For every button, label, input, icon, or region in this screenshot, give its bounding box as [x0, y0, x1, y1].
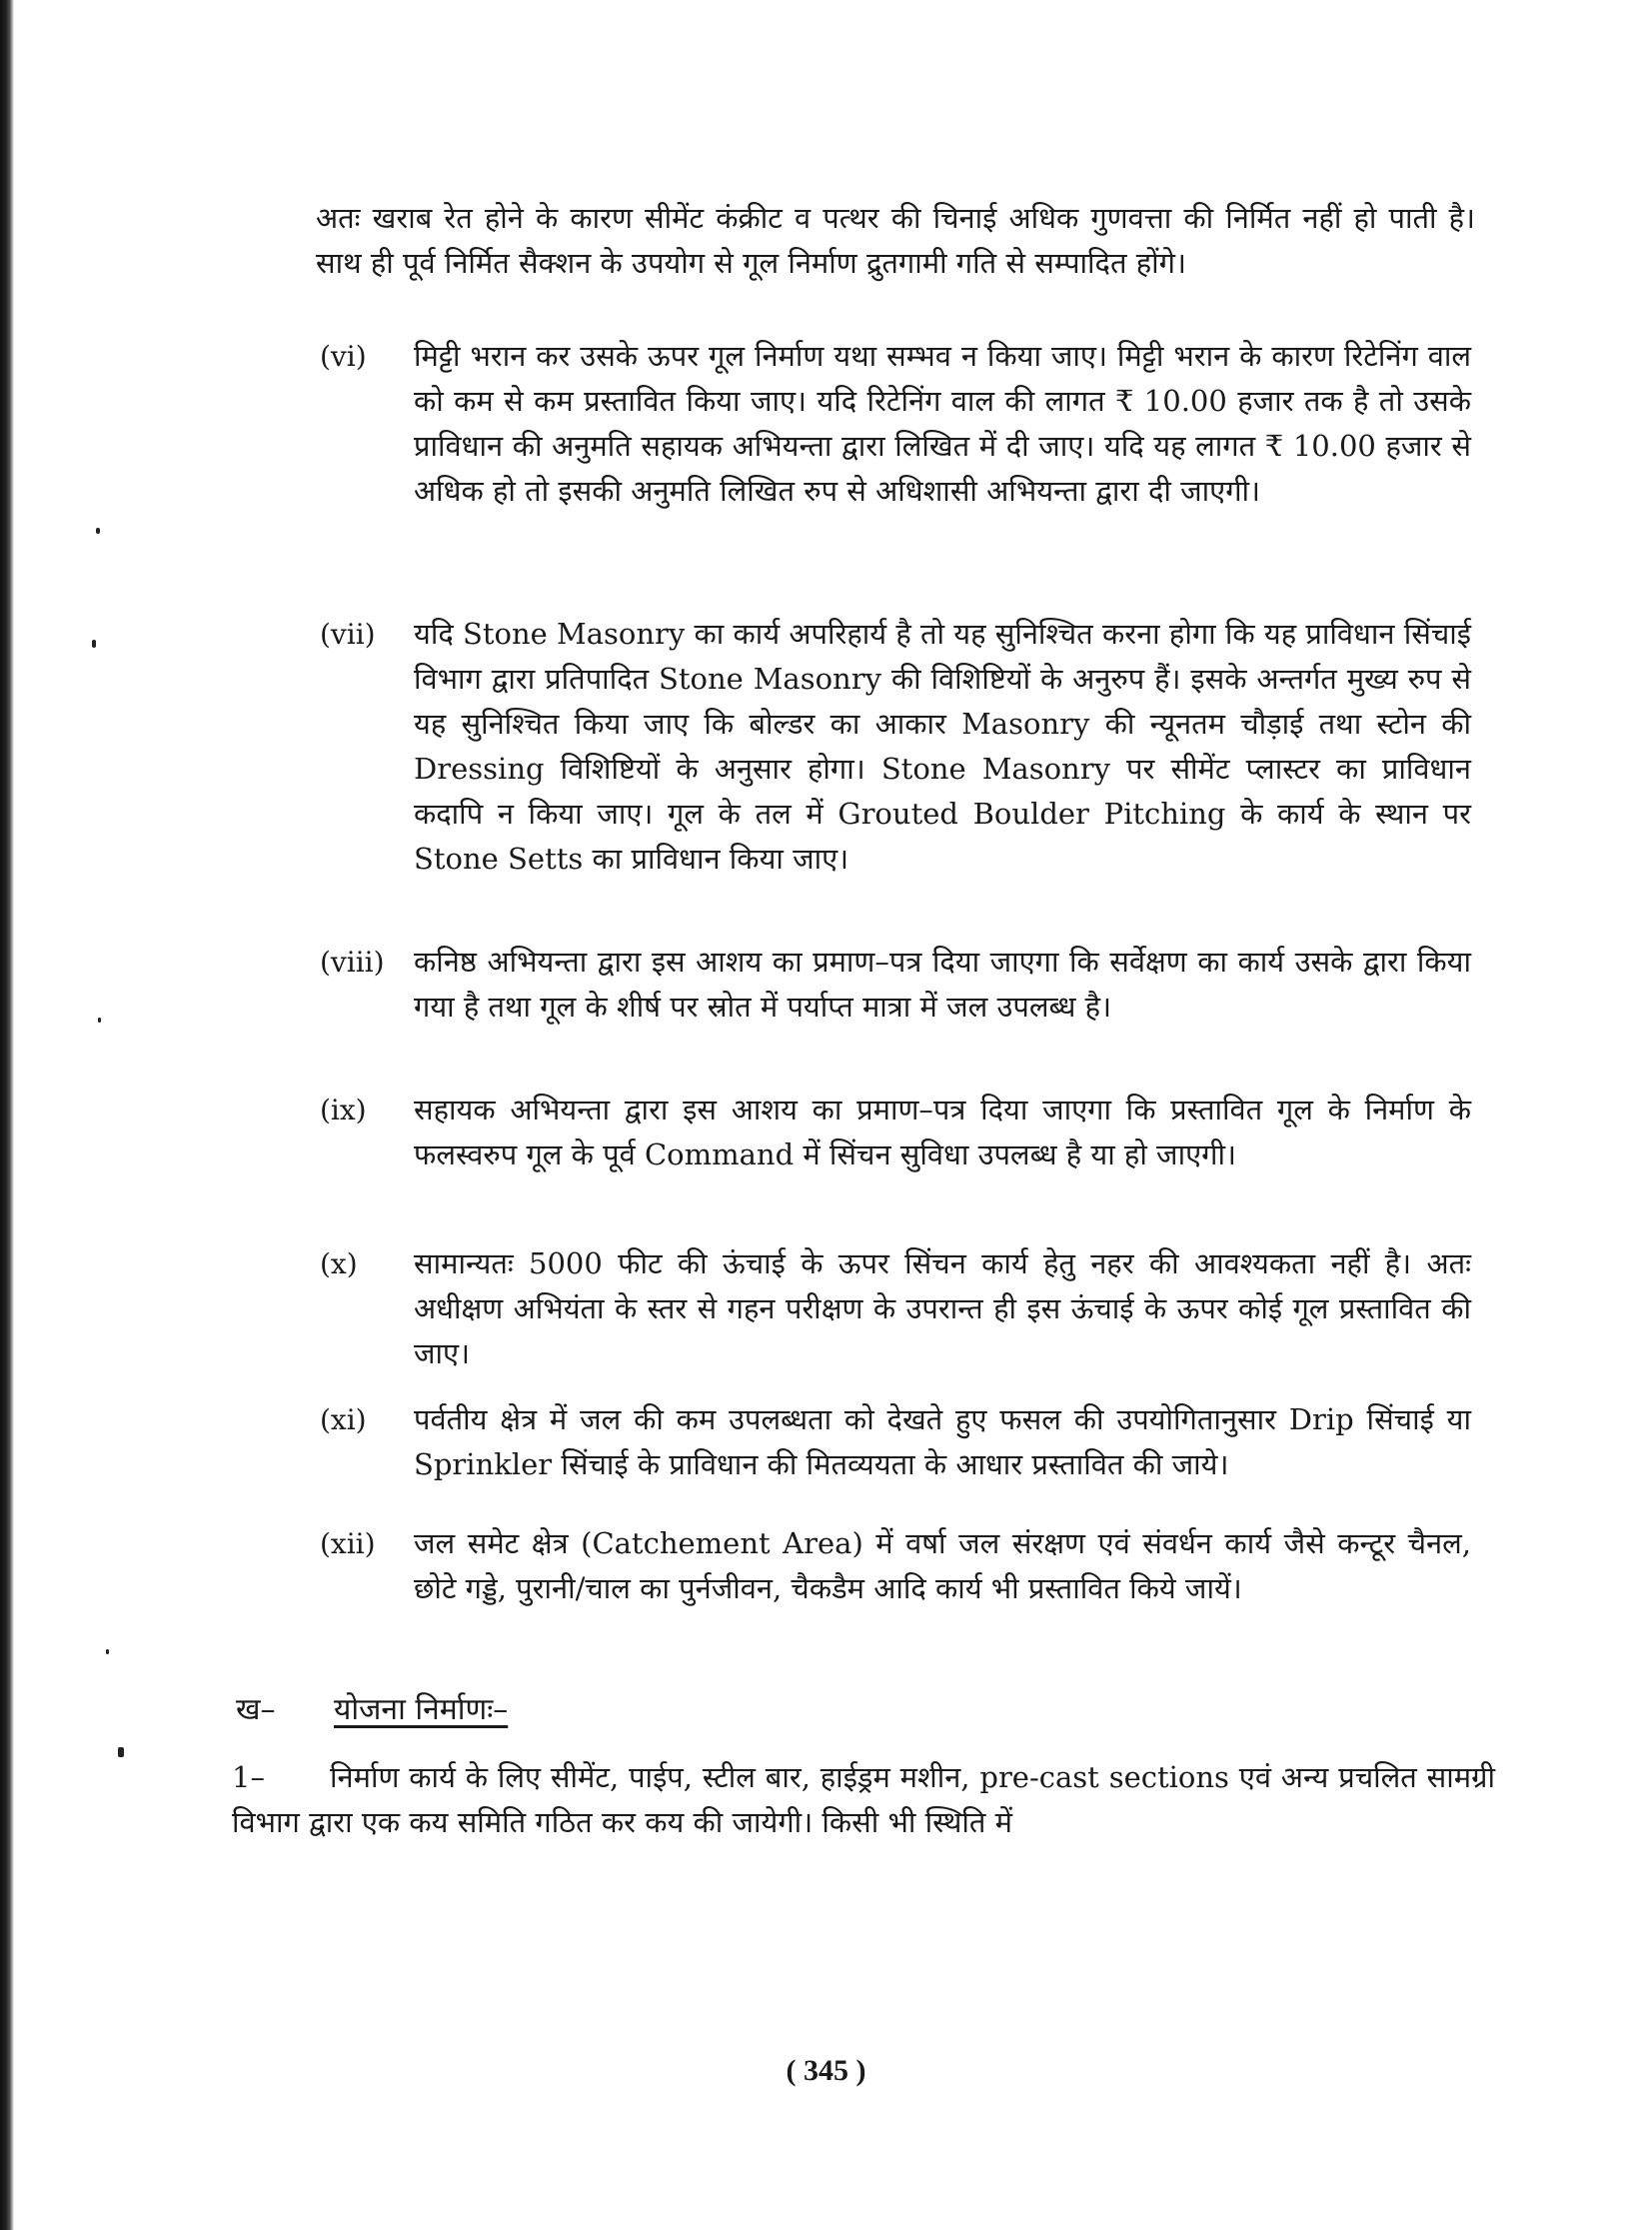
scan-speck [96, 528, 100, 534]
item-text: सहायक अभियन्ता द्वारा इस आशय का प्रमाण–पत्र दिया जाएगा कि प्रस्तावित गूल के निर्माण के फलस्वरुप गूल के पूर्व Command में सिंचन सुविधा उपलब्ध है या हो जाएगी। [414, 1093, 1471, 1171]
item-text: जल समेट क्षेत्र (Catchement Area) में वर्षा जल संरक्षण एवं संवर्धन कार्य जैसे कन्टूर चैनल, छोटे गड्डे, पुरानी/चाल का पुर्नजीवन, चैकडैम आदि कार्य भी प्रस्तावित किये जायें। [414, 1526, 1471, 1605]
item-number: (xii) [320, 1527, 376, 1560]
item-text: यदि Stone Masonry का कार्य अपरिहार्य है तो यह सुनिश्चित करना होगा कि यह प्राविधान सिंचाई विभाग द्वारा प्रतिपादित Stone Masonry की विशिष्टियों के अनुरुप हैं। इसके अन्तर्गत मुख्य रुप से यह सुनिश्चित किया जाए कि बोल्डर का आकार Masonry की न्यूनतम चौड़ाई तथा स्टोन की Dressing विशिष्टियों के अनुसार होगा। Stone Masonry पर सीमेंट प्लास्टर का प्राविधान कदापि न किया जाए। गूल के तल में Grouted Boulder Pitching के कार्य के स्थान पर Stone Setts का प्राविधान किया जाए। [414, 617, 1471, 876]
section-title: योजना निर्माणः– [334, 1692, 509, 1727]
scan-speck [118, 1747, 124, 1757]
item-number: (ix) [320, 1094, 367, 1126]
item-number: (viii) [320, 946, 385, 979]
section-marker: ख– [236, 1692, 276, 1727]
item-text: पर्वतीय क्षेत्र में जल की कम उपलब्धता को देखते हुए फसल की उपयोगितानुसार Drip सिंचाई या Sprinkler सिंचाई के प्राविधान की मितव्ययता के आधार प्रस्तावित की जाये। [414, 1402, 1471, 1481]
item-number: (vii) [320, 618, 376, 651]
scan-speck [106, 1649, 109, 1654]
item-number: (x) [320, 1247, 358, 1280]
section-paragraph [232, 1755, 1495, 1845]
item-number: (xi) [320, 1403, 367, 1436]
scan-speck [98, 1018, 101, 1023]
item-text: मिट्टी भरान कर उसके ऊपर गूल निर्माण यथा सम्भव न किया जाए। मिट्टी भरान के कारण रिटेनिंग वाल को कम से कम प्रस्तावित किया जाए। यदि रिटेनिंग वाल की लागत ₹ 10.00 हजार तक है तो उसके प्राविधान की अनुमति सहायक अभियन्ता द्वारा लिखित में दी जाए। यदि यह लागत ₹ 10.00 हजार से अधिक हो तो इसकी अनुमति लिखित रुप से अधिशासी अभियन्ता द्वारा दी जाएगी। [414, 339, 1471, 508]
paragraph-number: 1– [232, 1760, 265, 1794]
paragraph-text: निर्माण कार्य के लिए सीमेंट, पाईप, स्टील बार, हाईड्रम मशीन, pre-cast sections एवं अन्य प्रचलित सामग्री विभाग द्वारा एक कय समिति गठित कर कय की जायेगी। किसी भी स्थिति में [232, 1760, 1495, 1839]
scan-speck [92, 640, 96, 648]
scan-edge-shadow [0, 0, 14, 2230]
section-heading [236, 1687, 508, 1732]
intro-paragraph: अतः खराब रेत होने के कारण सीमेंट कंक्रीट व पत्थर की चिनाई अधिक गुणवत्ता की निर्मित नहीं हो पाती है। साथ ही पूर्व निर्मित सैक्शन के उपयोग से गूल निर्माण द्रुतगामी गति से सम्पादित होंगे। [316, 201, 1475, 280]
item-number: (vi) [320, 340, 367, 373]
item-text: कनिष्ठ अभियन्ता द्वारा इस आशय का प्रमाण–पत्र दिया जाएगा कि सर्वेक्षण का कार्य उसके द्वारा किया गया है तथा गूल के शीर्ष पर स्रोत में पर्याप्त मात्रा में जल उपलब्ध है। [414, 945, 1471, 1024]
page-number: ( 345 ) [786, 2054, 866, 2087]
item-text: सामान्यतः 5000 फीट की ऊंचाई के ऊपर सिंचन कार्य हेतु नहर की आवश्यकता नहीं है। अतः अधीक्षण अभियंता के स्तर से गहन परीक्षण के उपरान्त ही इस ऊंचाई के ऊपर कोई गूल प्रस्तावित की जाए। [414, 1246, 1471, 1370]
